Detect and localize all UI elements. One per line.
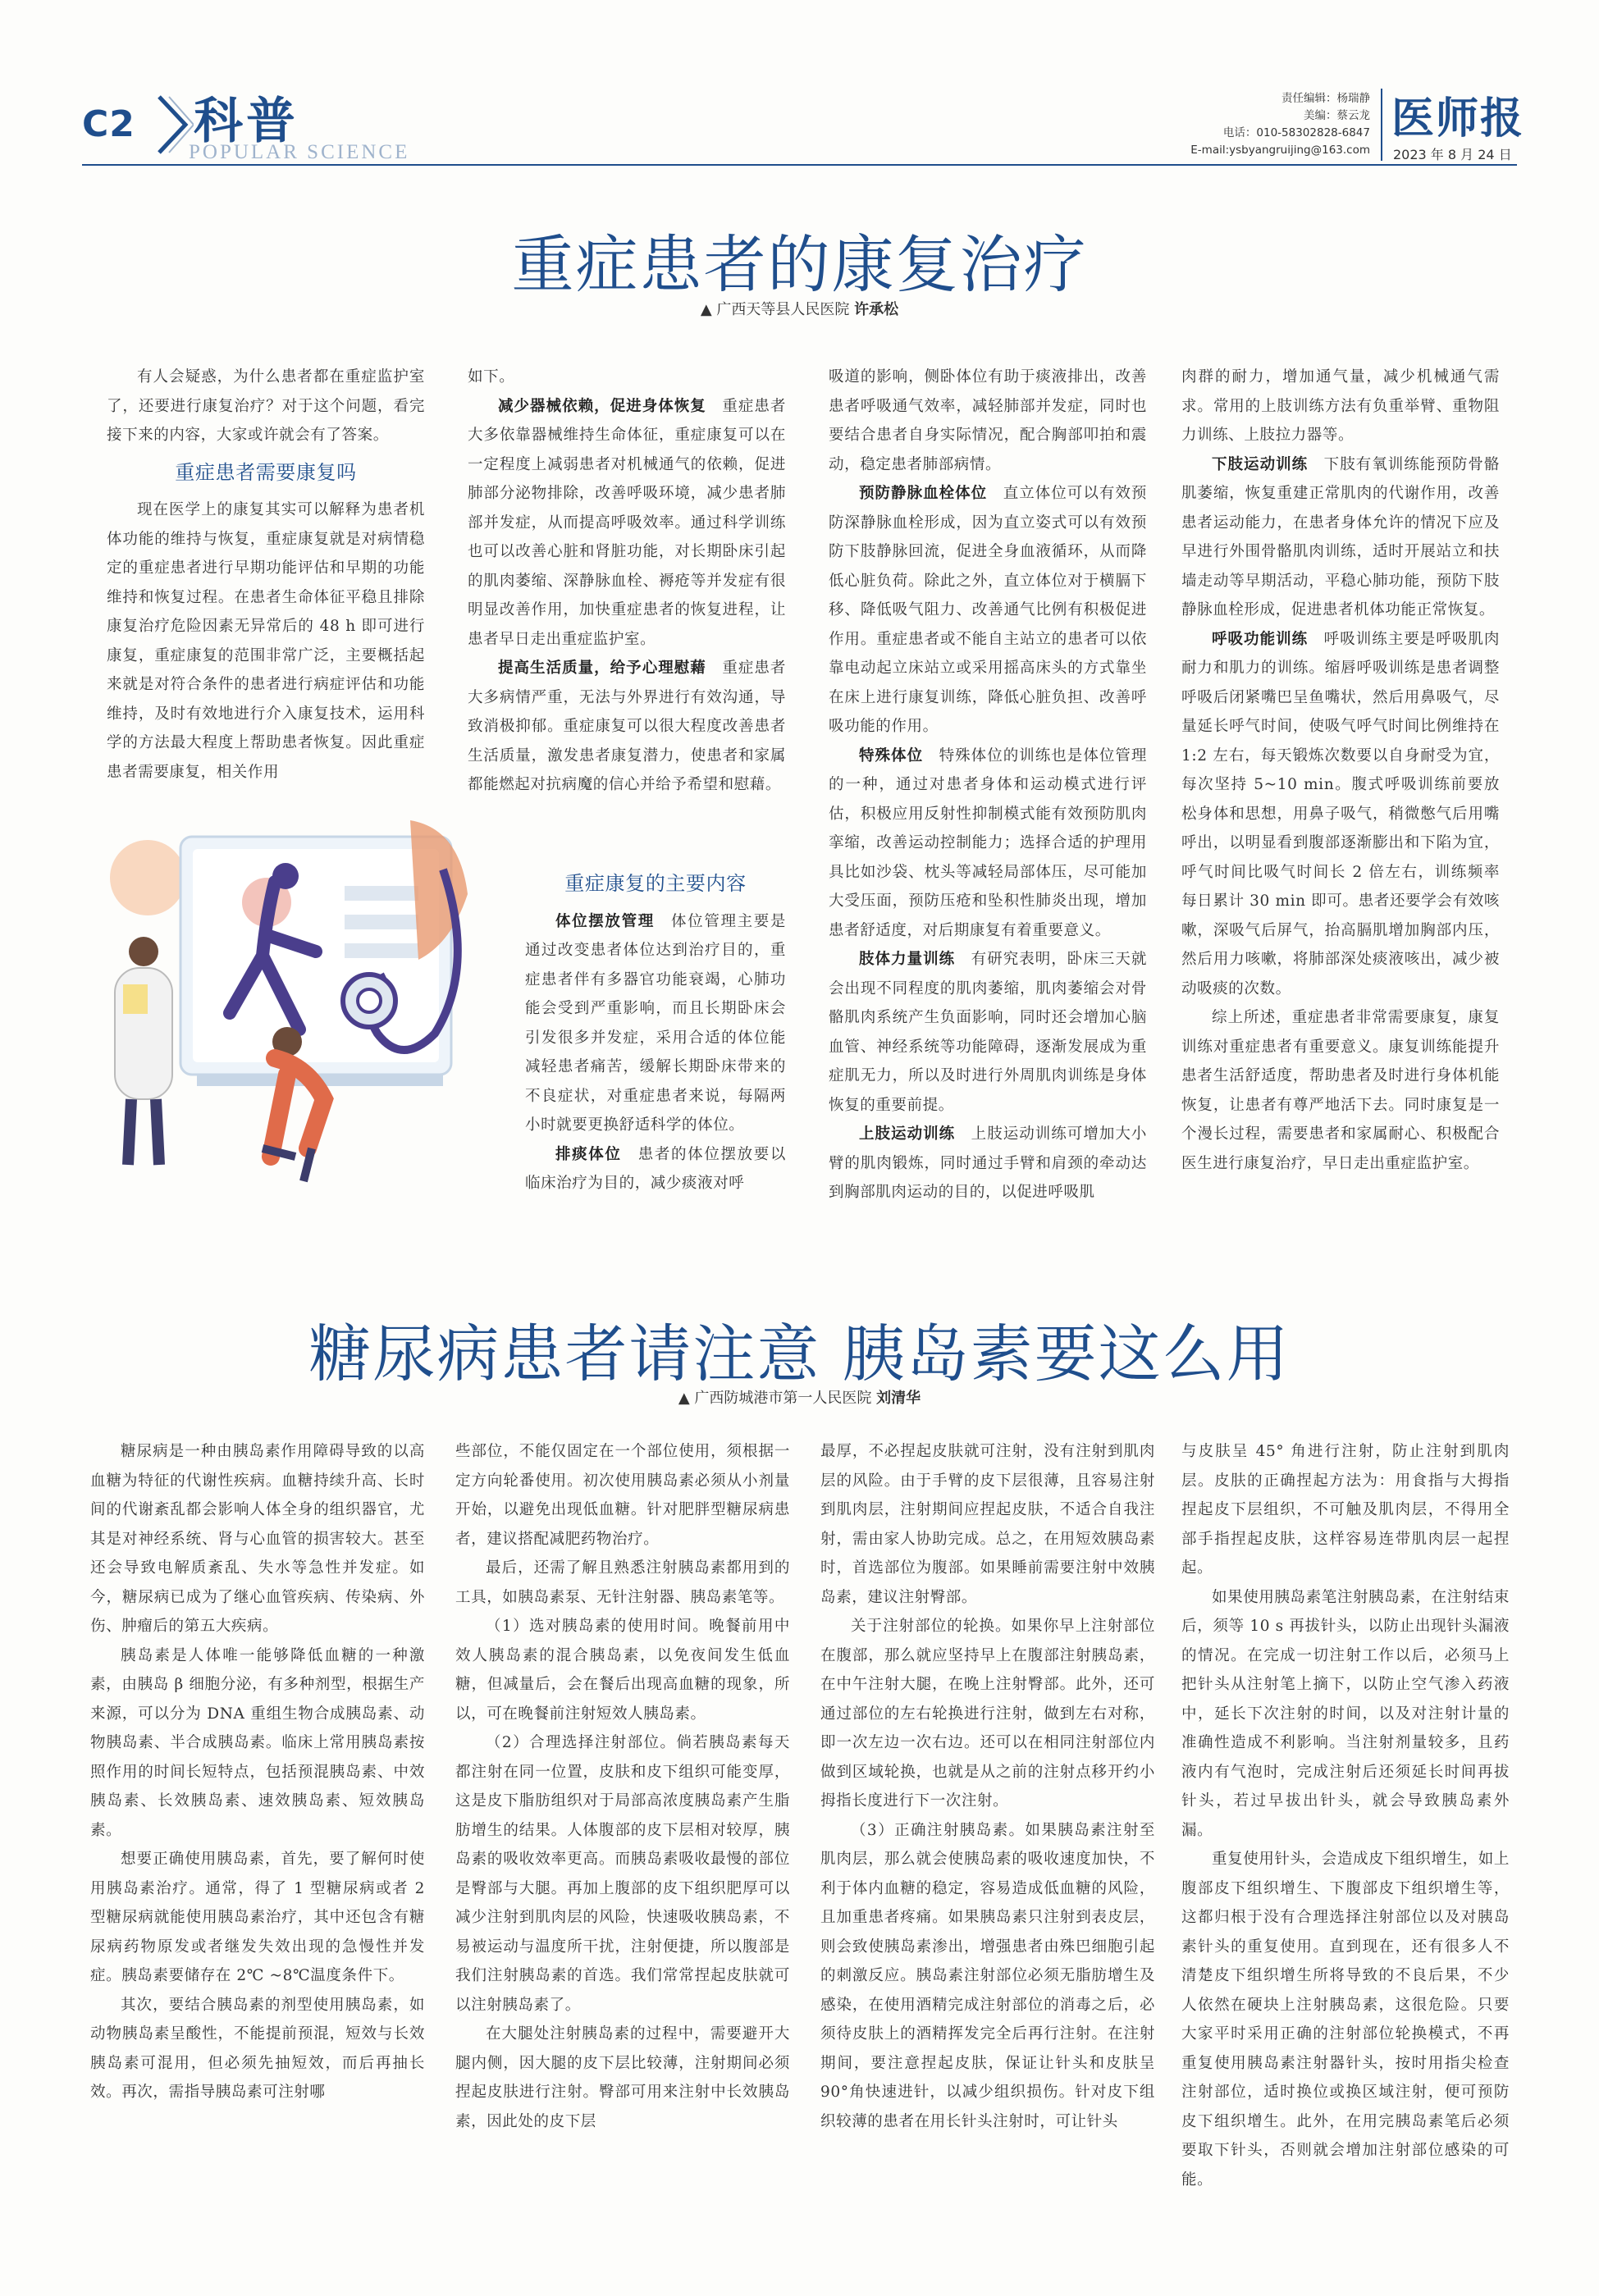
paragraph: 最后，还需了解且熟悉注射胰岛素都用到的工具，如胰岛素泵、无针注射器、胰岛素笔等。 (455, 1559, 790, 1606)
paragraph: 如下。 (468, 368, 515, 386)
subheading: 重症康复的主要内容 (564, 872, 747, 895)
header-rule (82, 164, 1517, 166)
paragraph-text: 下肢有氧训练能预防骨骼肌萎缩，恢复重建正常肌肉的代谢作用，改善患者运动能力，在患者身体允许的情况下应及早进行外围骨骼肌肉训练，适时开展站立和扶墙走动等早期活动，平稳心肺功能，预防下肢静脉血栓形成，促进患者机体功能正常恢复。 (1181, 455, 1500, 619)
issue-date: 2023 年 8 月 24 日 (1393, 147, 1512, 162)
paragraph: 与皮肤呈 45° 角进行注射，防止注射到肌肉层。皮肤的正确捏起方法为：用食指与大拇指捏起皮下层组织，不可触及肌肉层，不得用全部手指捏起皮肤，这样容易连带肌肉层一起捏起。 (1181, 1443, 1510, 1577)
paragraph: （3）正确注射胰岛素。如果胰岛素注射至肌肉层，那么就会使胰岛素的吸收速度加快，不利于体内血糖的稳定，容易造成低血糖的风险，且加重患者疼痛。如果胰岛素只注射到表皮层，则会致使胰岛素渗出，增强患者由殊巴细胞引起的刺激反应。胰岛素注射部位必须无脂肪增生及感染，在使用酒精完成注射部位的消毒之后，必须待皮肤上的酒精挥发完全后再行注射。在注射期间，要注意捏起皮肤，保证让针头和皮肤呈 90°角快速进针，以减少组织损伤。针对皮下组织较薄的患者在用长针头注射时，可让针头 (820, 1821, 1155, 2130)
keyword: 提高生活质量，给予心理慰藉 (498, 660, 706, 677)
paragraph-text: 患者的体位摆放要以临床治疗为目的，减少痰液对呼 (525, 1145, 787, 1192)
keyword: 肢体力量训练 (859, 951, 956, 968)
email-line: E-mail:ysbyangruijing@163.com (1190, 144, 1370, 157)
designer-line: 美编：蔡云龙 (1304, 109, 1370, 122)
paragraph: 综上所述，重症患者非常需要康复，康复训练对重症患者有重要意义。康复训练能提升患者生活舒适度，帮助患者及时进行身体机能恢复，让患者有尊严地活下去。同时康复是一个漫长过程，需要患者和家属耐心、积极配合医生进行康复治疗，早日走出重症监护室。 (1181, 1009, 1500, 1172)
editor-line: 责任编辑：杨瑞静 (1281, 92, 1370, 105)
masthead-info (1149, 90, 1370, 159)
paragraph: 现在医学上的康复其实可以解释为患者机体功能的维持与恢复，重症康复就是对病情稳定的重症患者进行早期功能评估和早期的功能维持和恢复过程。在患者生命体征平稳且排除康复治疗危险因素无异常后的 48 h 即可进行康复，重症康复的范围非常广泛，主要概括起来就是对符合条件的患者进行病症评估和功能维持，及时有效地进行介入康复技术，运用科学的方法最大程度上帮助患者恢复。因此重症患者需要康复，相关作用 (107, 501, 425, 781)
keyword: 排痰体位 (555, 1145, 622, 1163)
section-arrow-icon (153, 92, 194, 157)
keyword: 特殊体位 (859, 746, 924, 765)
paragraph-text: 体位管理主要是通过改变患者体位达到治疗目的，重症患者伴有多器官功能衰竭，心肺功能会受到严重影响，而且长期卧床会引发很多并发症，采用合适的体位能减轻患者痛苦，缓解长期卧床带来的不良症状，对重症患者来说，每隔两小时就要更换舒适科学的体位。 (525, 912, 786, 1134)
keyword: 呼吸功能训练 (1212, 630, 1309, 648)
keyword: 减少器械依赖，促进身体恢复 (498, 397, 706, 415)
article1-column-4 (1181, 363, 1500, 1178)
paragraph-text: 上肢运动训练可增加大小臂的肌肉锻炼，同时通过手臂和肩颈的牵动达到胸部肌肉运动的目的，以促进呼吸肌 (829, 1125, 1147, 1201)
byline-affiliation: ▲ 广西天等县人民医院 (700, 301, 855, 318)
article2-column-1 (90, 1437, 425, 2107)
paragraph-text: 有研究表明，卧床三天就会出现不同程度的肌肉萎缩，肌肉萎缩会对骨骼肌肉系统产生负面影响，同时还会增加心脑血管、神经系统等功能障碍，逐渐发展成为重症肌无力，所以及时进行外周肌肉训练是身体恢复的重要前提。 (829, 951, 1147, 1114)
article1-column-2 (468, 363, 786, 800)
paragraph-text: 重症患者大多依靠器械维持生命体征，重症康复可以在一定程度上减弱患者对机械通气的依赖，促进肺部分泌物排除，改善呼吸环境，减少患者肺部并发症，从而提高呼吸效率。通过科学训练也可以改善心脏和肾脏功能，对长期卧床引起的肌肉萎缩、深静脉血栓、褥疮等并发症有很明显改善作用，加快重症患者的恢复进程，让患者早日走出重症监护室。 (468, 397, 786, 648)
paragraph-text: 重症患者大多病情严重，无法与外界进行有效沟通，导致消极抑郁。重症康复可以很大程度改善患者生活质量，激发患者康复潜力，使患者和家属都能燃起对抗病魔的信心并给予希望和慰藉。 (468, 660, 786, 793)
article1-column-2-lower (525, 861, 786, 1198)
byline-author: 刘清华 (876, 1390, 921, 1407)
keyword: 上肢运动训练 (859, 1125, 956, 1143)
section-subtitle: POPULAR SCIENCE (189, 141, 410, 163)
paragraph-text: 呼吸训练主要是呼吸肌肉耐力和肌力的训练。缩唇呼吸训练是患者调整呼吸后闭紧嘴巴呈鱼嘴状，然后用鼻吸气，尽量延长呼气时间，使吸气呼气时间比例维持在 1:2 左右，每天锻炼次数要以自身耐受为宜，每次坚持 5~10 min。腹式呼吸训练前要放松身体和思想，用鼻子吸气，稍微憋气后用嘴呼出，以明显看到腹部逐渐膨出和下陷为宜，呼气时间比吸气时间长 2 倍左右，训练频率每日累计 30 min 即可。患者还要学会有效咳嗽，深吸气后屏气，抬高膈肌增加胸部内压，然后用力咳嗽，将肺部深处痰液咳出，减少被动吸痰的次数。 (1181, 630, 1500, 997)
paragraph: 在大腿处注射胰岛素的过程中，需要避开大腿内侧，因大腿的皮下层比较薄，注射期间必须捏起皮肤进行注射。臀部可用来注射中长效胰岛素，因此处的皮下层 (455, 2025, 790, 2130)
newspaper-logo: 医师报 (1391, 94, 1525, 144)
keyword: 体位摆放管理 (555, 912, 655, 930)
paragraph: 想要正确使用胰岛素，首先，要了解何时使用胰岛素治疗。通常，得了 1 型糖尿病或者 2 型糖尿病就能使用胰岛素治疗，其中还包含有糖尿病药物原发或者继发失效出现的急慢性并发症。胰岛素要储存在 2℃ ~8℃温度条件下。 (90, 1851, 425, 1984)
paragraph: 些部位，不能仅固定在一个部位使用，须根据一定方向轮番使用。初次使用胰岛素必须从小剂量开始，以避免出现低血糖。针对肥胖型糖尿病患者，建议搭配减肥药物治疗。 (455, 1443, 790, 1548)
article1-column-1 (107, 363, 425, 787)
byline-affiliation: ▲ 广西防城港市第一人民医院 (678, 1390, 877, 1407)
rehab-illustration (98, 804, 525, 1214)
paragraph-text: 特殊体位的训练也是体位管理的一种，通过对患者身体和运动模式进行评估，积极应用反射性抑制模式能有效预防肌肉挛缩，改善运动控制能力；选择合适的护理用具比如沙袋、枕头等减轻局部体压，尽可能加大受压面，预防压疮和坠积性肺炎出现，增加患者舒适度，对后期康复有着重要意义。 (829, 746, 1147, 939)
paragraph: 糖尿病是一种由胰岛素作用障碍导致的以高血糖为特征的代谢性疾病。血糖持续升高、长时间的代谢紊乱都会影响人体全身的组织器官，尤其是对神经系统、肾与心血管的损害较大。甚至还会导致电解质紊乱、失水等急性并发症。如今，糖尿病已成为了继心血管疾病、传染病、外伤、肿瘤后的第五大疾病。 (90, 1443, 425, 1635)
article1-column-3 (829, 363, 1147, 1207)
article2-column-2 (455, 1437, 790, 2136)
article2-column-4 (1181, 1437, 1510, 2194)
paragraph: 关于注射部位的轮换。如果你早上注射部位在腹部，那么就应坚持早上在腹部注射胰岛素，在中午注射大腿，在晚上注射臀部。此外，还可通过部位的左右轮换进行注射，做到左右对称，即一次左边一次右边。还可以在相同注射部位内做到区域轮换，也就是从之前的注射点移开约小拇指长度进行下一次注射。 (820, 1618, 1155, 1810)
keyword: 预防静脉血栓体位 (859, 485, 988, 502)
page-number: C2 (82, 103, 135, 145)
paragraph: 吸道的影响，侧卧体位有助于痰液排出，改善患者呼吸通气效率，减轻肺部并发症，同时也要结合患者自身实际情况，配合胸部叩拍和震动，稳定患者肺部病情。 (829, 368, 1147, 473)
paragraph: 有人会疑惑，为什么患者都在重症监护室了，还要进行康复治疗？对于这个问题，看完接下来的内容，大家或许就会有了答案。 (107, 368, 425, 444)
masthead-divider (1381, 89, 1382, 161)
article1-headline: 重症患者的康复治疗 (511, 228, 1088, 301)
article1-byline (0, 298, 1599, 319)
paragraph: 重复使用针头，会造成皮下组织增生，如上腹部皮下组织增生、下腹部皮下组织增生等，这都归根于没有合理选择注射部位以及对胰岛素针头的重复使用。直到现在，还有很多人不清楚皮下组织增生所将导致的不良后果，不少人依然在硬块上注射胰岛素，这很危险。只要大家平时采用正确的注射部位轮换模式，不再重复使用胰岛素注射器针头，按时用指尖检查注射部位，适时换位或换区域注射，便可预防皮下组织增生。此外，在用完胰岛素笔后必须要取下针头，否则就会增加注射部位感染的可能。 (1181, 1851, 1510, 2189)
paragraph: 如果使用胰岛素笔注射胰岛素，在注射结束后，须等 10 s 再拔针头，以防止出现针头漏液的情况。在完成一切注射工作以后，必须马上把针头从注射笔上摘下，以防止空气渗入药液中，延长下次注射的时间，以及对注射计量的准确性造成不利影响。当注射剂量较多，且药液内有气泡时，完成注射后还须延长时间再拔针头，若过早拔出针头，就会导致胰岛素外漏。 (1181, 1588, 1510, 1839)
paragraph: 肉群的耐力，增加通气量，减少机械通气需求。常用的上肢训练方法有负重举臂、重物阻力训练、上肢拉力器等。 (1181, 368, 1500, 444)
phone-line: 电话：010-58302828-6847 (1222, 126, 1370, 139)
paragraph: （2）合理选择注射部位。倘若胰岛素每天都注射在同一位置，皮肤和皮下组织可能变厚，这是皮下脂肪组织对于局部高浓度胰岛素产生脂肪增生的结果。人体腹部的皮下层相对较厚，胰岛素的吸收效率更高。而胰岛素吸收最慢的部位是臀部与大腿。再加上腹部的皮下组织肥厚可以减少注射到肌肉层的风险，快速吸收胰岛素，不易被运动与温度所干扰，注射便捷，所以腹部是我们注射胰岛素的首选。我们常常捏起皮肤就可以注射胰岛素了。 (455, 1734, 790, 2014)
paragraph: 胰岛素是人体唯一能够降低血糖的一种激素，由胰岛 β 细胞分泌，有多种剂型，根据生产来源，可以分为 DNA 重组生物合成胰岛素、动物胰岛素、半合成胰岛素。临床上常用胰岛素按照作用的时间长短特点，包括预混胰岛素、中效胰岛素、长效胰岛素、速效胰岛素、短效胰岛素。 (90, 1646, 425, 1839)
byline-author: 许承松 (854, 301, 899, 318)
article2-column-3 (820, 1437, 1155, 2136)
paragraph-text: 直立体位可以有效预防深静脉血栓形成，因为直立姿式可以有效预防下肢静脉回流，促进全身血液循环，从而降低心脏负荷。除此之外，直立体位对于横膈下移、降低吸气阻力、改善通气比例有积极促进作用。重症患者或不能自主站立的患者可以依靠电动起立床站立或采用摇高床头的方式靠坐在床上进行康复训练，降低心脏负担、改善呼吸功能的作用。 (829, 485, 1147, 735)
article2-byline (0, 1386, 1599, 1408)
paragraph: 其次，要结合胰岛素的剂型使用胰岛素，如动物胰岛素呈酸性，不能提前预混，短效与长效胰岛素可混用，但必须先抽短效，而后再抽长效。再次，需指导胰岛素可注射哪 (90, 1996, 425, 2101)
paragraph: 最厚，不必捏起皮肤就可注射，没有注射到肌肉层的风险。由于手臂的皮下层很薄，且容易注射到肌肉层，注射期间应捏起皮肤，不适合自我注射，需由家人协助完成。总之，在用短效胰岛素时，首选部位为腹部。如果睡前需要注射中效胰岛素，建议注射臀部。 (820, 1443, 1155, 1606)
keyword: 下肢运动训练 (1212, 455, 1309, 473)
subheading: 重症患者需要康复吗 (175, 460, 357, 484)
article2-headline: 糖尿病患者请注意 胰岛素要这么用 (308, 1317, 1291, 1390)
section-title: 科普 (194, 93, 299, 150)
paragraph: （1）选对胰岛素的使用时间。晚餐前用中效人胰岛素的混合胰岛素，以免夜间发生低血糖，但减量后，会在餐后出现高血糖的现象，所以，可在晚餐前注射短效人胰岛素。 (455, 1618, 790, 1723)
